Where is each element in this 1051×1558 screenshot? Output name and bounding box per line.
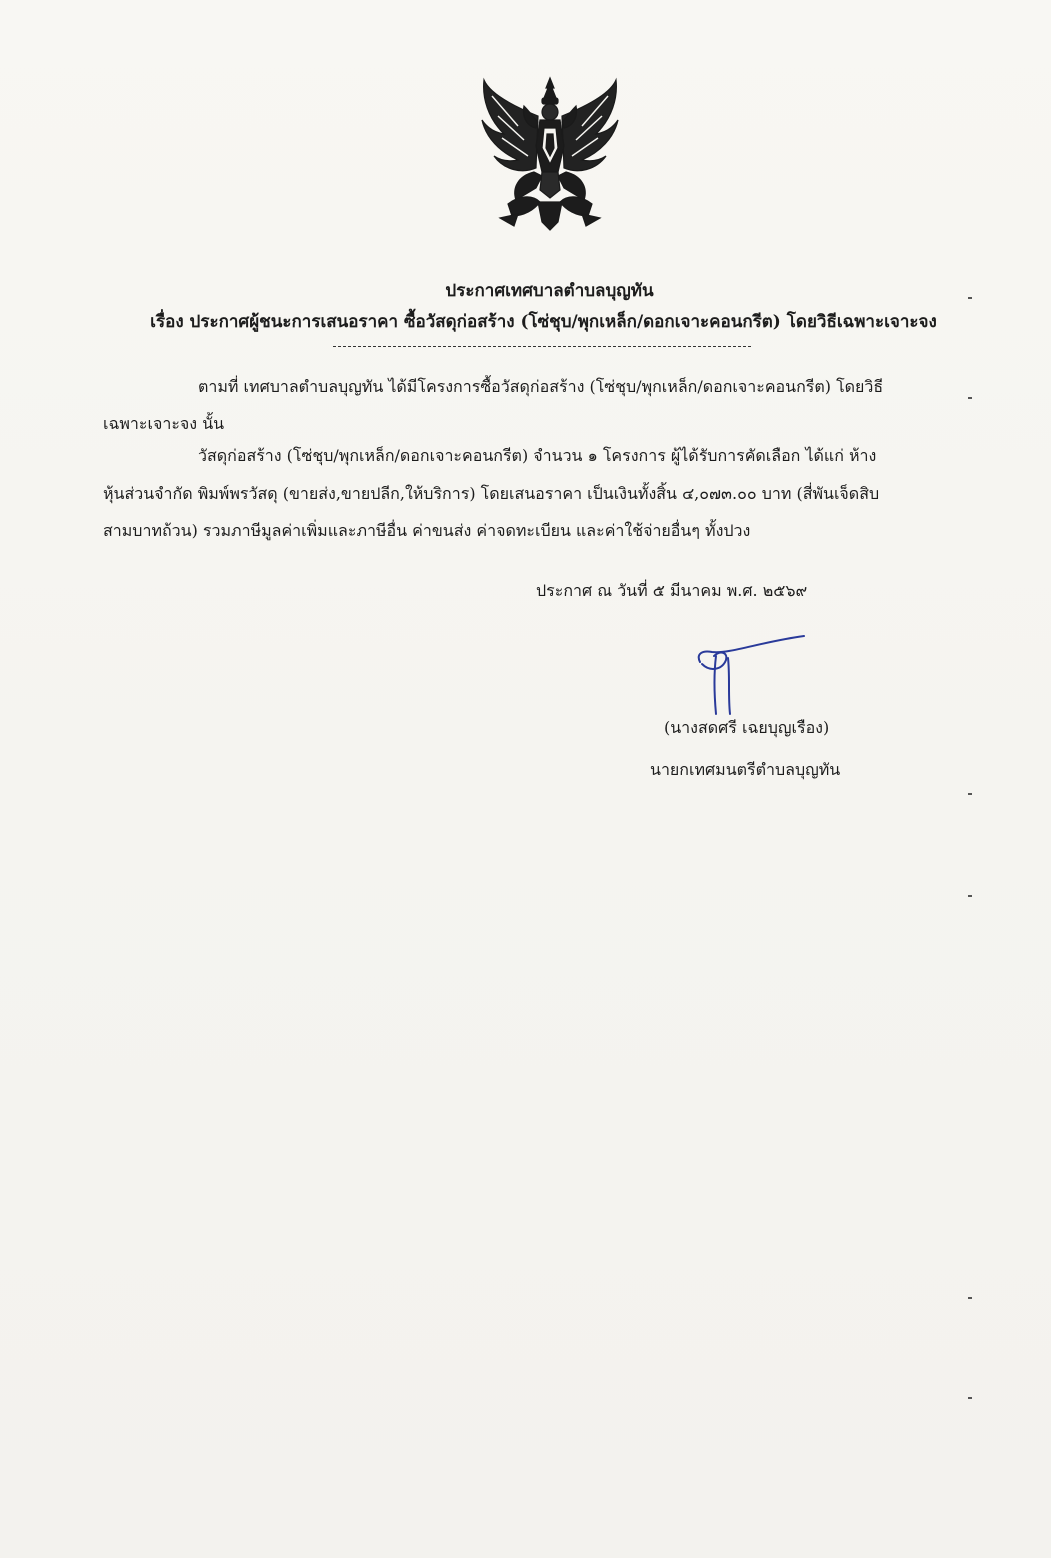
body-line-3: วัสดุก่อสร้าง (โซ่ชุบ/พุกเหล็ก/ดอกเจาะคอนกรีต) จำนวน ๑ โครงการ ผู้ได้รับการคัดเลือก ได้แก่ ห้าง [198,446,877,465]
handwritten-signature [690,632,808,716]
announcement-subject: เรื่อง ประกาศผู้ชนะการเสนอราคา ซื้อวัสดุก่อสร้าง (โซ่ชุบ/พุกเหล็ก/ดอกเจาะคอนกรีต) โดยวิธีเฉพาะเจาะจง [150,312,937,332]
body-line-4: หุ้นส่วนจำกัด พิมพ์พรวัสดุ (ขายส่ง,ขายปลีก,ให้บริการ) โดยเสนอราคา เป็นเงินทั้งสิ้น ๔,๐๗๓.๐๐ บาท (สี่พันเจ็ดสิบ [103,484,880,503]
body-line-1: ตามที่ เทศบาลตำบลบุญทัน ได้มีโครงการซื้อวัสดุก่อสร้าง (โซ่ชุบ/พุกเหล็ก/ดอกเจาะคอนกรีต) โดยวิธี [198,377,884,396]
signer-name: (นางสดศรี เฉยบุญเรือง) [664,718,830,737]
edge-mark [968,1397,972,1399]
announcement-title: ประกาศเทศบาลตำบลบุญทัน [445,281,654,301]
body-line-5: สามบาทถ้วน) รวมภาษีมูลค่าเพิ่มและภาษีอื่น ค่าขนส่ง ค่าจดทะเบียน และค่าใช้จ่ายอื่นๆ ทั้งปวง [103,521,751,540]
garuda-emblem-icon [478,76,623,234]
edge-mark [968,793,972,795]
dashed-divider [333,346,751,347]
edge-mark [968,1297,972,1299]
signer-position: นายกเทศมนตรีตำบลบุญทัน [650,760,841,779]
edge-mark [968,397,972,399]
edge-mark [968,895,972,897]
announcement-date: ประกาศ ณ วันที่ ๕ มีนาคม พ.ศ. ๒๕๖๙ [536,581,808,600]
body-line-2: เฉพาะเจาะจง นั้น [103,414,225,433]
edge-mark [968,297,972,299]
